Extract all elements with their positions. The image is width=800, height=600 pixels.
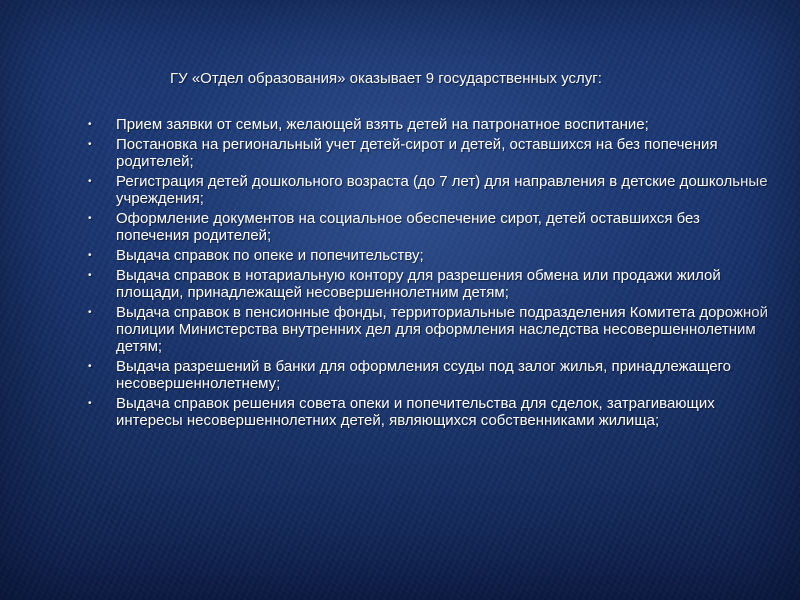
list-item-text: Оформление документов на социальное обеспечение сирот, детей оставшихся без попечения родителей; xyxy=(116,210,700,244)
bullet-icon: • xyxy=(88,213,92,224)
list-item xyxy=(88,267,768,301)
services-list xyxy=(88,116,768,432)
list-item-text: Выдача справок в пенсионные фонды, территориальные подразделения Комитета дорожной полиции Министерства внутренних дел для оформления наследства несовершеннолетним детям; xyxy=(116,304,768,355)
list-item-text: Регистрация детей дошкольного возраста (до 7 лет) для направления в детские дошкольные учреждения; xyxy=(116,173,768,207)
list-item-text: Выдача справок по опеке и попечительству; xyxy=(116,247,424,264)
bullet-icon: • xyxy=(88,119,92,130)
bullet-icon: • xyxy=(88,398,92,409)
slide-title: ГУ «Отдел образования» оказывает 9 государственных услуг: xyxy=(170,70,602,87)
bullet-icon: • xyxy=(88,139,92,150)
bullet-icon: • xyxy=(88,270,92,281)
list-item xyxy=(88,173,768,207)
bullet-icon: • xyxy=(88,176,92,187)
list-item-text: Постановка на региональный учет детей-сирот и детей, оставшихся на без попечения родителей; xyxy=(116,136,718,170)
list-item-text: Прием заявки от семьи, желающей взять детей на патронатное воспитание; xyxy=(116,116,649,133)
bullet-icon: • xyxy=(88,307,92,318)
bullet-icon: • xyxy=(88,361,92,372)
list-item xyxy=(88,210,768,244)
list-item xyxy=(88,395,768,429)
list-item xyxy=(88,116,768,133)
bullet-icon: • xyxy=(88,250,92,261)
list-item xyxy=(88,136,768,170)
list-item xyxy=(88,358,768,392)
list-item-text: Выдача разрешений в банки для оформления ссуды под залог жилья, принадлежащего несовершеннолетнему; xyxy=(116,358,732,392)
list-item xyxy=(88,304,768,355)
list-item xyxy=(88,247,768,264)
list-item-text: Выдача справок решения совета опеки и попечительства для сделок, затрагивающих интересы несовершеннолетних детей, являющихся собственниками жилища; xyxy=(116,395,715,429)
list-item-text: Выдача справок в нотариальную контору для разрешения обмена или продажи жилой площади, принадлежащей несовершеннолетним детям; xyxy=(116,267,721,301)
